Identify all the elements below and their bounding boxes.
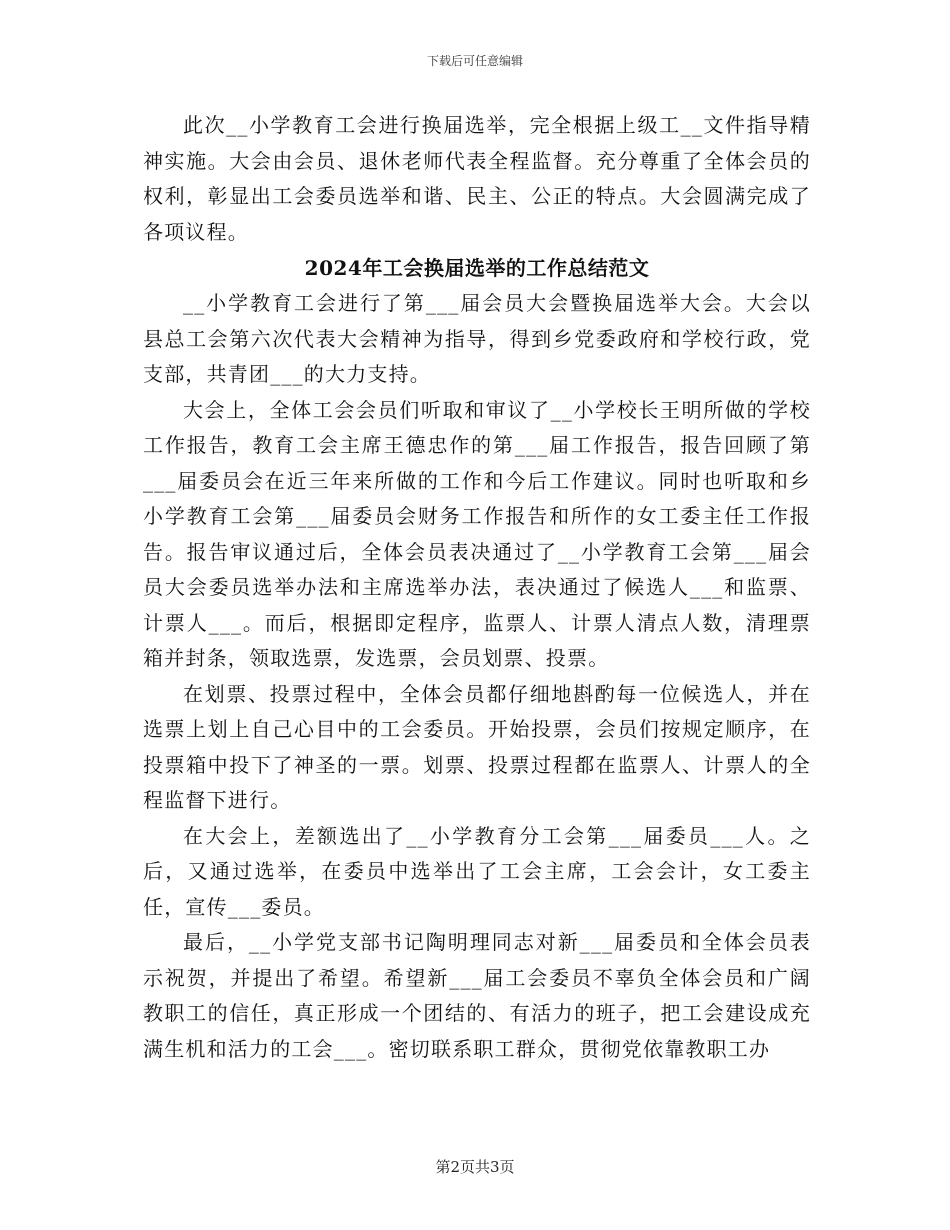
document-body [143,108,811,1067]
document-title: 2024年工会换届选举的工作总结范文 [304,256,650,280]
page-header-note: 下载后可任意编辑 [426,54,523,68]
paragraph-5: 最后，__小学党支部书记陶明理同志对新___届委员和全体会员表示祝贺，并提出了希望。希望新___届工会委员不辜负全体会员和广阔教职工的信任，真正形成一个团结的、有活力的班子，把工会建设成充满生机和活力的工会___。密切联系职工群众，贯彻党依靠教职工办 [143,930,811,1061]
paragraph-4: 在大会上，差额选出了__小学教育分工会第___届委员___人。之后，又通过选举，在委员中选举出了工会主席，工会会计，女工委主任，宣传___委员。 [143,823,811,919]
intro-paragraph: 此次__小学教育工会进行换届选举，完全根据上级工__文件指导精神实施。大会由会员、退休老师代表全程监督。充分尊重了全体会员的权利，彰显出工会委员选举和谐、民主、公正的特点。大会圆满完成了各项议程。 [143,113,811,244]
paragraph-3: 在划票、投票过程中，全体会员都仔细地斟酌每一位候选人，并在选票上划上自己心目中的工会委员。开始投票，会员们按规定顺序，在投票箱中投下了神圣的一票。划票、投票过程都在监票人、计票人的全程监督下进行。 [143,681,811,812]
paragraph-1: __小学教育工会进行了第___届会员大会暨换届选举大会。大会以县总工会第六次代表大会精神为指导，得到乡党委政府和学校行政，党支部，共青团___的大力支持。 [143,291,811,386]
paragraph-2: 大会上，全体工会会员们听取和审议了__小学校长王明所做的学校工作报告，教育工会主席王德忠作的第___届工作报告，报告回顾了第___届委员会在近三年来所做的工作和今后工作建议。同时也听取和乡小学教育工会第___届委员会财务工作报告和所作的女工委主任工作报告。报告审议通过后，全体会员表决通过了__小学教育工会第___届会员大会委员选举办法和主席选举办法，表决通过了候选人___和监票、计票人___。而后，根据即定程序，监票人、计票人清点人数，清理票箱并封条，领取选票，发选票，会员划票、投票。 [143,397,811,670]
page-number: 第2页共3页 [435,1158,515,1176]
